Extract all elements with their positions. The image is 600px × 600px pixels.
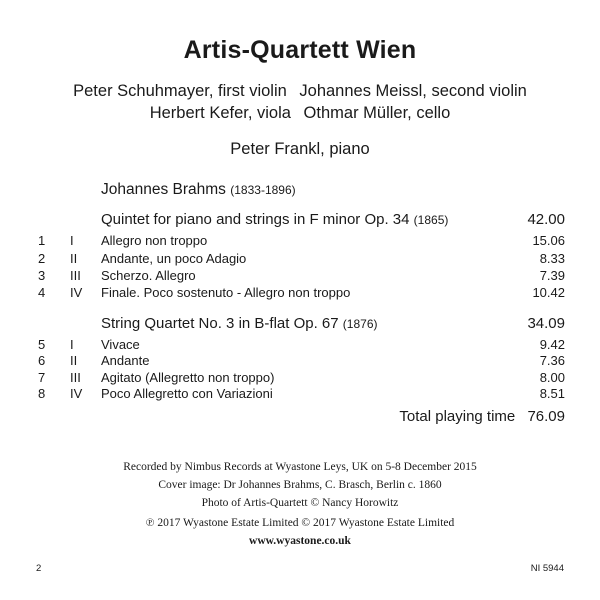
work-duration-2: 34.09	[527, 315, 565, 332]
movement-numeral: III	[70, 268, 81, 283]
composer-name: Johannes Brahms	[101, 181, 226, 198]
track-title: Andante, un poco Adagio	[101, 251, 247, 266]
work-title-1	[101, 211, 448, 228]
composer-dates: (1833-1896)	[230, 183, 296, 197]
track-title: Poco Allegretto con Variazioni	[101, 386, 273, 401]
movement-numeral: I	[70, 337, 74, 352]
track-duration: 8.33	[539, 251, 565, 266]
piano: Peter Frankl, piano	[230, 140, 370, 158]
work-name: Quintet for piano and strings in F minor Op. 34	[101, 211, 410, 228]
recording-credit: Recorded by Nimbus Records at Wyastone Leys, UK on 5-8 December 2015	[123, 461, 477, 473]
track-number: 8	[38, 386, 46, 401]
cello: Othmar Müller, cello	[303, 104, 451, 122]
copyright-line: ℗ 2017 Wyastone Estate Limited © 2017 Wyastone Estate Limited	[145, 517, 455, 529]
track-duration: 10.42	[532, 285, 565, 300]
work-title-2	[101, 315, 377, 332]
second-violin: Johannes Meissl, second violin	[299, 82, 527, 100]
track-duration: 8.51	[539, 386, 565, 401]
movement-numeral: IV	[70, 386, 83, 401]
ensemble-title: Artis-Quartett Wien	[183, 36, 417, 64]
violinists-line	[0, 82, 600, 101]
track-title: Vivace	[101, 337, 140, 352]
pianist-line	[0, 140, 600, 159]
website-link[interactable]: www.wyastone.co.uk	[249, 535, 351, 547]
track-title: Agitato (Allegretto non troppo)	[101, 370, 275, 385]
track-title: Andante	[101, 353, 150, 368]
track-duration: 15.06	[532, 233, 565, 248]
page-number: 2	[36, 563, 42, 574]
track-row	[0, 251, 600, 269]
movement-numeral: II	[70, 353, 78, 368]
track-duration: 8.00	[539, 370, 565, 385]
track-number: 4	[38, 285, 46, 300]
movement-numeral: II	[70, 251, 78, 266]
track-duration: 7.39	[539, 268, 565, 283]
movement-numeral: III	[70, 370, 81, 385]
work-name: String Quartet No. 3 in B-flat Op. 67	[101, 315, 339, 332]
movement-numeral: I	[70, 233, 74, 248]
track-title: Scherzo. Allegro	[101, 268, 196, 283]
first-violin: Peter Schuhmayer, first violin	[73, 82, 287, 100]
viola: Herbert Kefer, viola	[149, 104, 291, 122]
track-title: Finale. Poco sostenuto - Allegro non troppo	[101, 285, 351, 300]
work-duration-1: 42.00	[527, 211, 565, 228]
track-row	[0, 353, 600, 371]
track-number: 2	[38, 251, 46, 266]
track-number: 5	[38, 337, 46, 352]
track-number: 6	[38, 353, 46, 368]
movement-numeral: IV	[70, 285, 83, 300]
catalogue-number: NI 5944	[530, 563, 564, 574]
track-title: Allegro non troppo	[101, 233, 208, 248]
track-duration: 7.36	[539, 353, 565, 368]
composer-heading	[101, 181, 296, 199]
photo-credit: Photo of Artis-Quartett © Nancy Horowitz	[201, 497, 399, 509]
total-duration: 76.09	[527, 408, 565, 425]
cover-credit: Cover image: Dr Johannes Brahms, C. Brasch, Berlin c. 1860	[158, 479, 442, 491]
work-year: (1876)	[342, 317, 378, 331]
work-year: (1865)	[413, 213, 449, 227]
track-row	[0, 268, 600, 286]
track-number: 7	[38, 370, 46, 385]
track-number: 3	[38, 268, 46, 283]
track-row	[0, 386, 600, 404]
lower-strings-line	[0, 104, 600, 123]
total-playing-time	[399, 408, 565, 425]
track-row	[0, 233, 600, 251]
total-label: Total playing time	[399, 408, 516, 425]
track-duration: 9.42	[539, 337, 565, 352]
track-row	[0, 285, 600, 303]
track-number: 1	[38, 233, 46, 248]
